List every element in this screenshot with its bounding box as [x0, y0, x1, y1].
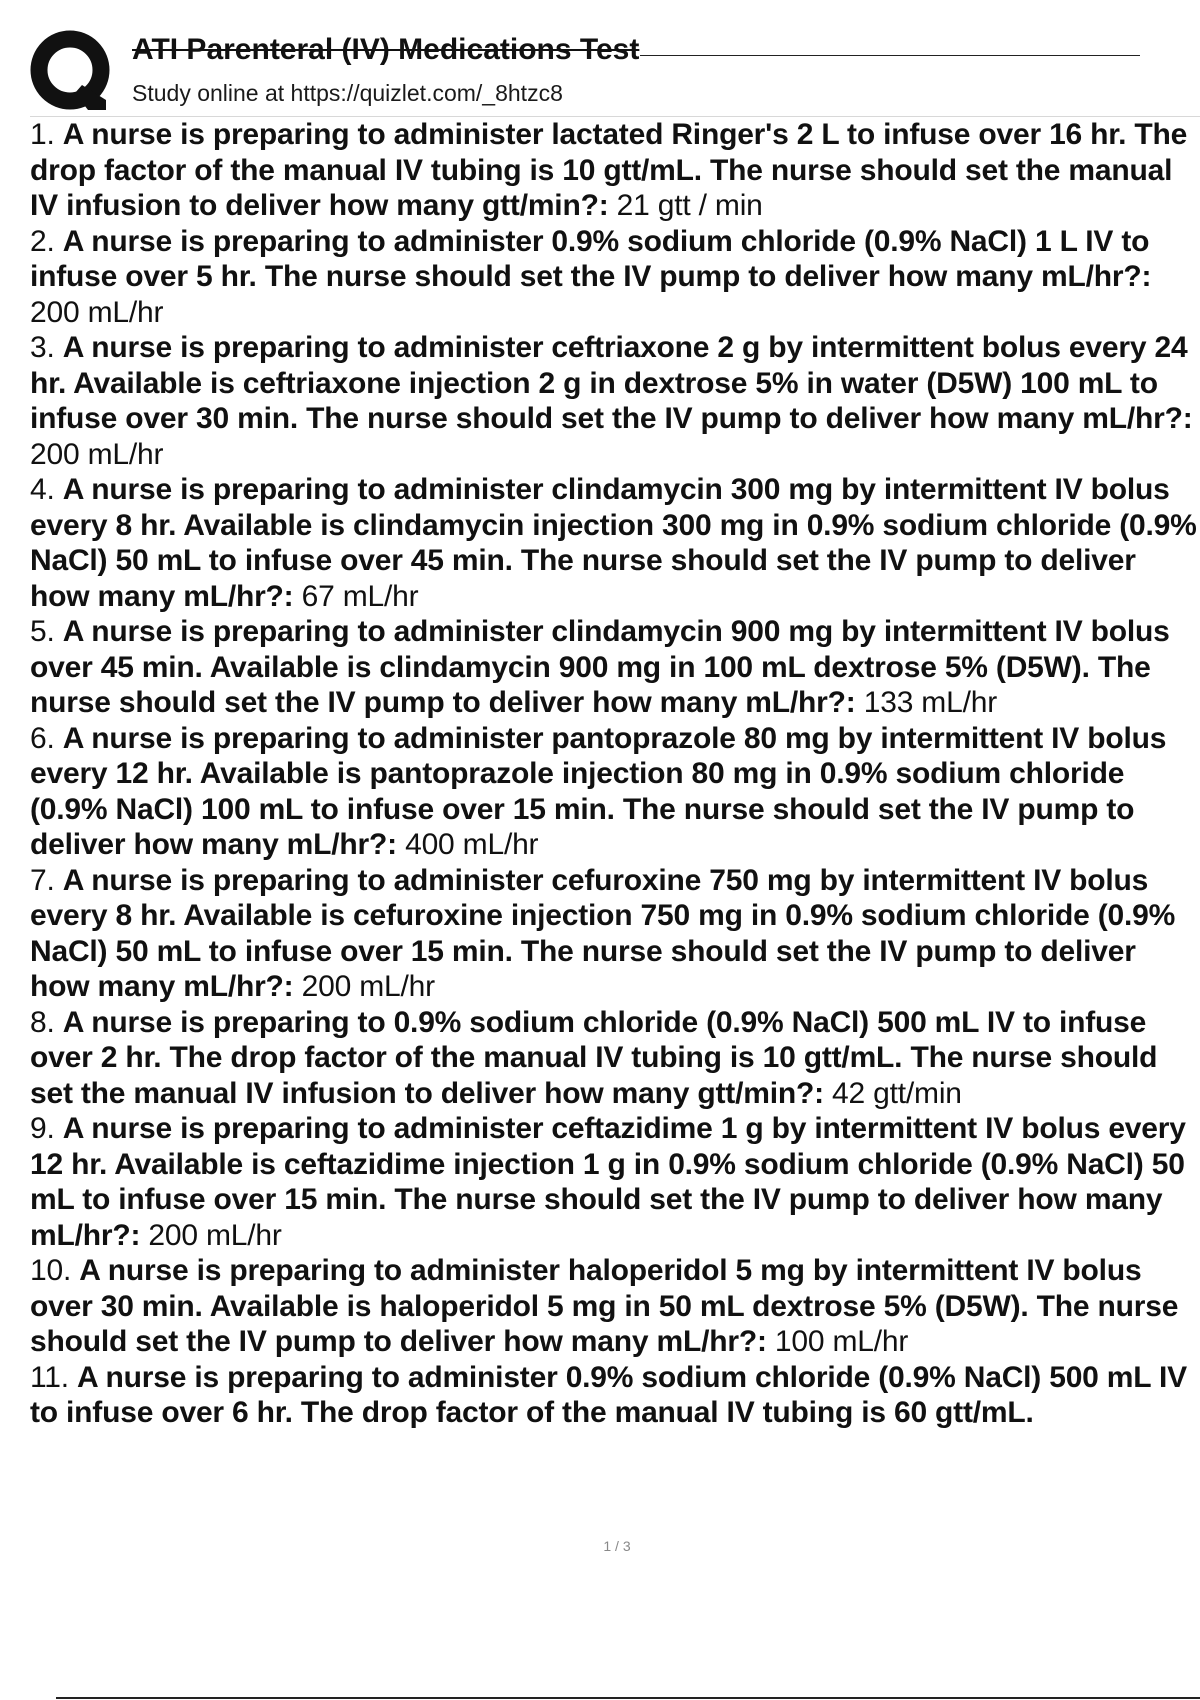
answer-text: 200 mL/hr: [30, 295, 164, 329]
page-number: 1 / 3: [603, 1538, 631, 1554]
question-text: A nurse is preparing to administer 0.9% sodium chloride (0.9% NaCl) 500 mL IV to infuse over 6 hr. The drop factor of the manual IV tubing is 60 gtt/mL.: [30, 1360, 1187, 1429]
question-text: A nurse is preparing to administer ceftriaxone 2 g by intermittent bolus every 24 hr. Available is ceftriaxone injection 2 g in dextrose 5% in water (D5W) 100 mL to infuse over 30 min. The nurse should set the IV pump to deliver how many mL/hr?:: [30, 331, 1193, 435]
answer-text: 200 mL/hr: [301, 970, 435, 1003]
answer-text: 200 mL/hr: [148, 1218, 282, 1252]
question-text: A nurse is preparing to administer clindamycin 900 mg by intermittent IV bolus over 45 min. Available is clindamycin 900 mg in 100 mL dextrose 5% (D5W). The nurse should set the IV pump to deliver how many mL/hr?:: [30, 615, 1170, 719]
list-item: [30, 330, 1200, 472]
list-item: [30, 1111, 1200, 1253]
question-text: A nurse is preparing to administer ceftazidime 1 g by intermittent IV bolus every 12 hr. Available is ceftazidime injection 1 g in 0.9% sodium chloride (0.9% NaCl) 50 mL to infuse over 15 min. The nurse should set the IV pump to deliver how many mL/hr?:: [30, 1112, 1186, 1252]
item-number: 10.: [30, 1254, 72, 1287]
question-text: A nurse is preparing to 0.9% sodium chloride (0.9% NaCl) 500 mL IV to infuse over 2 hr. The drop factor of the manual IV tubing is 10 gtt/mL. The nurse should set the manual IV infusion to deliver how many gtt/min?:: [30, 1005, 1158, 1110]
page-header: [0, 0, 1200, 118]
item-number: 3.: [30, 331, 55, 364]
question-text: A nurse is preparing to administer clindamycin 300 mg by intermittent IV bolus every 8 hr. Available is clindamycin injection 300 mg in 0.9% sodium chloride (0.9% NaCl) 50 mL to infuse over 45 min. The nurse should set the IV pump to deliver how many mL/hr?:: [30, 473, 1197, 613]
list-item: [30, 117, 1200, 224]
answer-text: 21 gtt / min: [616, 189, 763, 222]
question-text: A nurse is preparing to administer 0.9% sodium chloride (0.9% NaCl) 1 L IV to infuse over 5 hr. The nurse should set the IV pump to deliver how many mL/hr?:: [30, 224, 1152, 293]
item-number: 6.: [30, 721, 55, 755]
list-item: [30, 1005, 1200, 1112]
question-list: [30, 117, 1200, 1477]
question-text: A nurse is preparing to administer haloperidol 5 mg by intermittent IV bolus over 30 min. Available is haloperidol 5 mg in 50 mL dextrose 5% (D5W). The nurse should set the IV pump to deliver how many mL/hr?:: [30, 1254, 1179, 1358]
quizlet-logo-icon: [30, 30, 112, 112]
answer-text: 100 mL/hr: [774, 1325, 909, 1358]
list-item: [30, 1253, 1200, 1360]
item-number: 11.: [30, 1360, 69, 1394]
answer-text: 42 gtt/min: [832, 1076, 962, 1110]
item-number: 4.: [30, 473, 55, 506]
answer-text: 400 mL/hr: [405, 828, 539, 861]
list-item: [30, 614, 1200, 721]
question-text: A nurse is preparing to administer pantoprazole 80 mg by intermittent IV bolus every 12 hr. Available is pantoprazole injection 80 mg in 0.9% sodium chloride (0.9% NaCl) 100 mL to infuse over 15 min. The nurse should set the IV pump to deliver how many mL/hr?:: [30, 721, 1167, 861]
document-title: ATI Parenteral (IV) Medications Test: [132, 33, 640, 66]
item-number: 8.: [30, 1005, 55, 1039]
list-item: [30, 224, 1200, 331]
list-item: [30, 472, 1200, 614]
item-number: 1.: [30, 118, 55, 151]
study-online-link[interactable]: Study online at https://quizlet.com/_8htzc8: [132, 80, 563, 106]
item-number: 5.: [30, 615, 55, 648]
answer-text: 133 mL/hr: [863, 686, 997, 719]
list-item: [30, 1360, 1200, 1431]
list-item: [30, 721, 1200, 863]
footer-rule: [56, 1697, 1200, 1699]
item-number: 9.: [30, 1112, 55, 1145]
question-text: A nurse is preparing to administer lactated Ringer's 2 L to infuse over 16 hr. The drop factor of the manual IV tubing is 10 gtt/mL. The nurse should set the manual IV infusion to deliver how many gtt/min?:: [30, 118, 1188, 222]
list-item: [30, 863, 1200, 1005]
item-number: 7.: [30, 863, 55, 897]
question-text: A nurse is preparing to administer cefuroxine 750 mg by intermittent IV bolus every 8 hr. Available is cefuroxine injection 750 mg in 0.9% sodium chloride (0.9% NaCl) 50 mL to infuse over 15 min. The nurse should set the IV pump to deliver how many mL/hr?:: [30, 863, 1176, 1003]
item-number: 2.: [30, 224, 55, 258]
answer-text: 67 mL/hr: [301, 579, 419, 613]
title-rule: [640, 55, 1140, 56]
answer-text: 200 mL/hr: [30, 437, 164, 471]
